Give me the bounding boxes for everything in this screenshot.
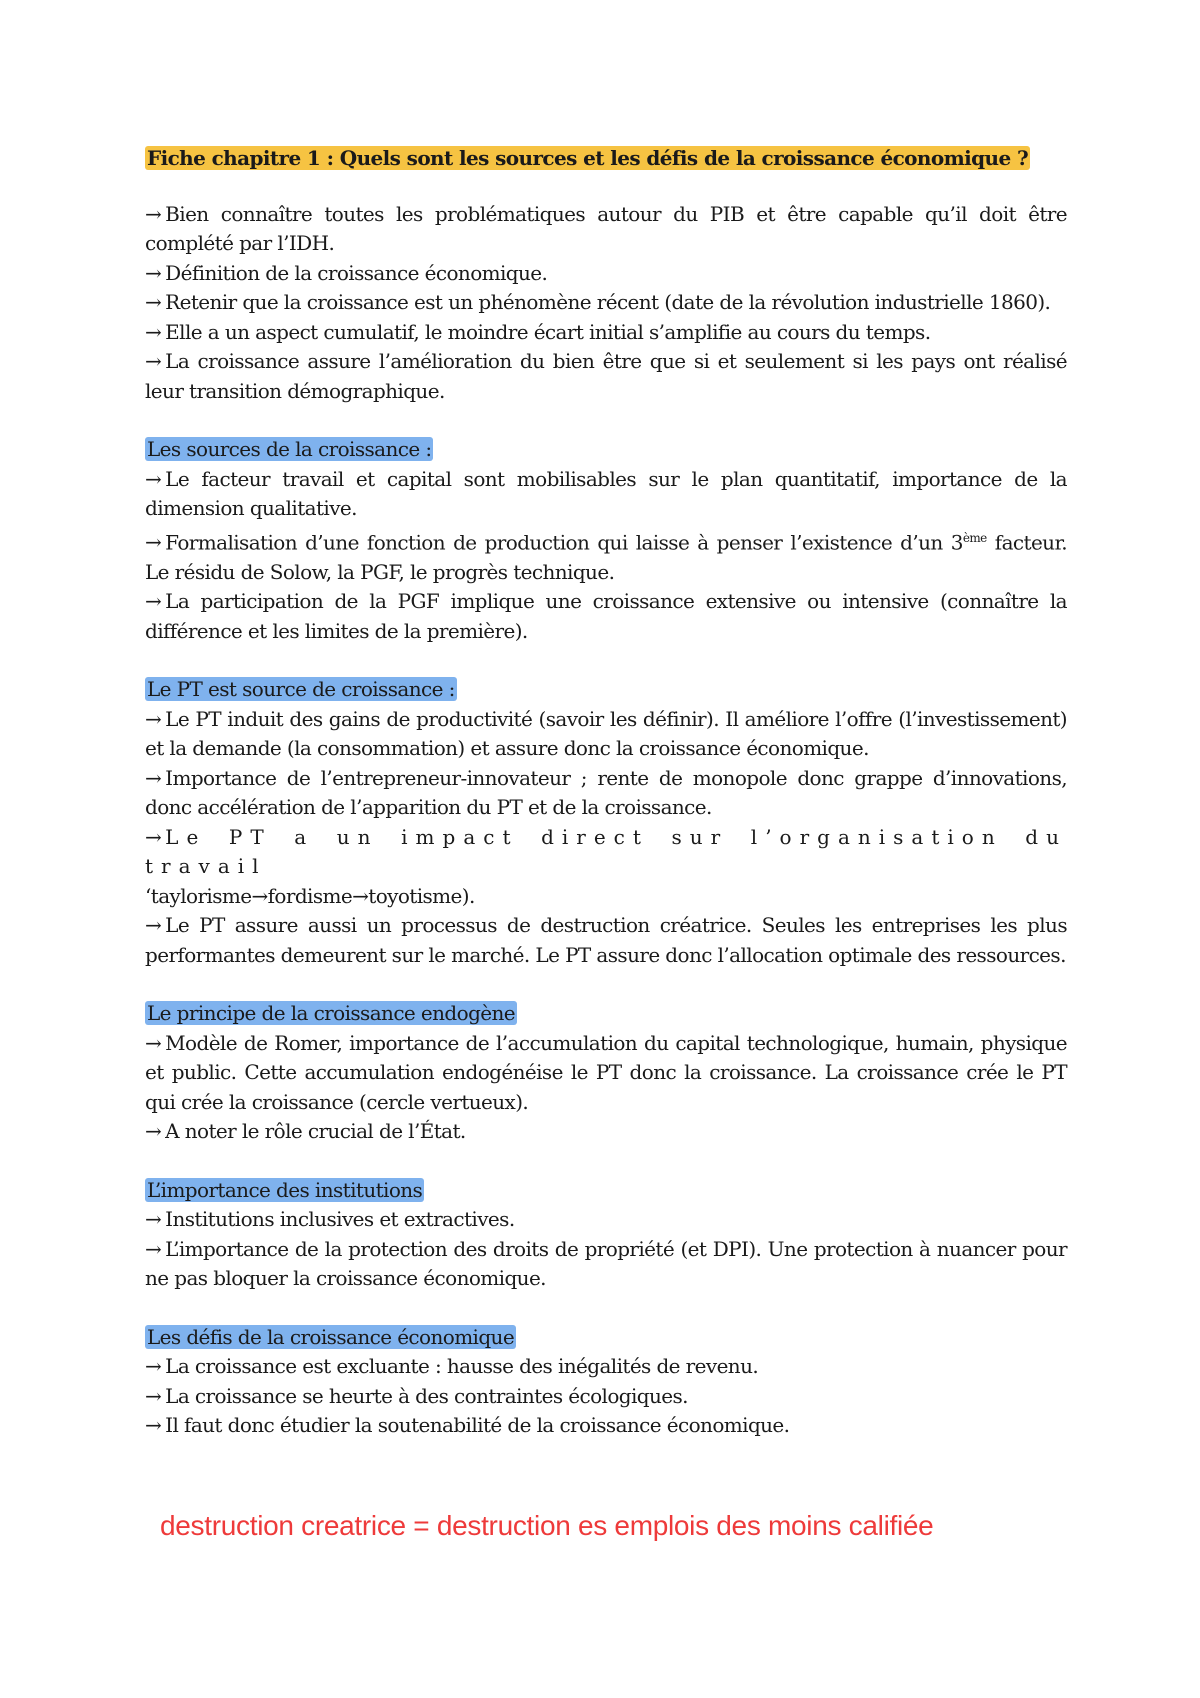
list-item <box>145 823 1067 882</box>
list-item <box>145 911 1067 970</box>
page-title: Fiche chapitre 1 : Quels sont les sources et les défis de la croissance économique ? <box>147 146 1029 170</box>
section-heading: Les sources de la croissance : <box>147 437 432 461</box>
section-endogene <box>145 999 1067 1147</box>
section-heading: Le principe de la croissance endogène <box>147 1001 516 1026</box>
list-item-text: Formalisation d’une fonction de production qui laisse à penser l’existence d’un 3 <box>165 530 963 555</box>
arrow-icon: → <box>145 1383 162 1408</box>
list-item <box>145 764 1067 823</box>
arrow-icon: → <box>145 260 162 285</box>
arrow-icon: → <box>145 319 162 344</box>
arrow-icon: → <box>145 349 162 373</box>
superscript: ème <box>962 530 987 545</box>
list-item <box>145 1235 1067 1294</box>
arrow-icon: → <box>145 530 162 555</box>
list-item-text: La croissance se heurte à des contraintes écologiques. <box>165 1383 688 1408</box>
list-item-text: A noter le rôle crucial de l’État. <box>165 1119 466 1144</box>
list-item-text: La croissance est excluante : hausse des inégalités de revenu. <box>165 1354 759 1379</box>
list-item <box>145 200 1067 259</box>
section-institutions <box>145 1176 1067 1294</box>
arrow-icon: → <box>145 589 162 614</box>
section-pt <box>145 675 1067 970</box>
list-item <box>145 705 1067 764</box>
list-item-text: Le PT a un impact direct sur l’organisation du travail <box>145 824 1067 879</box>
arrow-icon: → <box>145 1030 162 1055</box>
arrow-icon: → <box>145 765 162 790</box>
list-item <box>145 882 1067 912</box>
list-item <box>145 1352 1067 1382</box>
list-item-text: Le PT induit des gains de productivité (savoir les définir). Il améliore l’offre (l’investissement) et la demande (la consommation) et assure donc la croissance économique. <box>145 706 1067 761</box>
list-item-text: La croissance assure l’amélioration du bien être que si et seulement si les pays ont réalisé leur transition démographique. <box>145 349 1067 403</box>
list-item-text: Modèle de Romer, importance de l’accumulation du capital technologique, humain, physique et public. Cette accumulation endogénéise le PT donc la croissance. La croissance crée le PT qui crée la croissance (cercle vertueux). <box>145 1030 1067 1114</box>
list-item-text: Il faut donc étudier la soutenabilité de la croissance économique. <box>165 1413 790 1438</box>
arrow-icon: → <box>145 1413 162 1438</box>
list-item <box>145 259 1067 289</box>
list-item-text: Institutions inclusives et extractives. <box>165 1207 515 1232</box>
arrow-icon: → <box>145 1207 162 1232</box>
arrow-icon: → <box>145 1119 162 1144</box>
list-item-text: Définition de la croissance économique. <box>165 260 548 285</box>
arrow-icon: → <box>145 913 162 938</box>
list-item-text: La participation de la PGF implique une croissance extensive ou intensive (connaître la différence et les limites de la première). <box>145 589 1067 643</box>
list-item <box>145 1411 1067 1441</box>
list-item-text: Bien connaître toutes les problématiques autour du PIB et être capable qu’il doit être complété par l’IDH. <box>145 201 1067 255</box>
list-item <box>145 1205 1067 1235</box>
section-heading: L’importance des institutions <box>147 1177 423 1202</box>
list-item <box>145 1382 1067 1412</box>
arrow-icon: → <box>145 201 162 226</box>
title-line <box>145 144 1067 174</box>
intro-list <box>145 200 1067 407</box>
list-item-text: L’importance de la protection des droits de propriété (et DPI). Une protection à nuancer pour ne pas bloquer la croissance économique. <box>145 1236 1067 1291</box>
list-item <box>145 1117 1067 1147</box>
handwritten-annotation: destruction creatrice = destruction es emplois des moins califiée <box>160 1510 934 1541</box>
list-item <box>145 465 1067 524</box>
arrow-icon: → <box>145 1236 162 1261</box>
arrow-icon: → <box>145 290 162 314</box>
list-item-text: Elle a un aspect cumulatif, le moindre écart initial s’amplifie au cours du temps. <box>165 319 931 344</box>
list-item-text: Importance de l’entrepreneur-innovateur ; rente de monopole donc grappe d’innovations, donc accélération de l’apparition du PT et de la croissance. <box>145 765 1067 820</box>
list-item <box>145 1029 1067 1118</box>
list-item-text: ‘taylorisme→fordisme→toyotisme). <box>145 883 475 908</box>
section-heading: Les défis de la croissance économique <box>147 1324 515 1349</box>
list-item <box>145 288 1067 318</box>
list-item <box>145 587 1067 646</box>
list-item <box>145 318 1067 348</box>
section-sources <box>145 435 1067 646</box>
list-item <box>145 347 1067 406</box>
list-item-text: Le PT assure aussi un processus de destruction créatrice. Seules les entreprises les plus performantes demeurent sur le marché. Le PT assure donc l’allocation optimale des ressources. <box>145 913 1067 967</box>
list-item <box>145 524 1067 588</box>
list-item-text: Le facteur travail et capital sont mobilisables sur le plan quantitatif, importance de la dimension qualitative. <box>145 466 1067 520</box>
list-item-text: facteur. Le résidu de Solow, la PGF, le progrès technique. <box>145 530 1067 584</box>
document-page <box>145 144 1067 1441</box>
arrow-icon: → <box>145 824 162 849</box>
arrow-icon: → <box>145 466 162 491</box>
list-item-text: Retenir que la croissance est un phénomène récent (date de la révolution industrielle 1860). <box>165 290 1051 314</box>
section-heading: Le PT est source de croissance : <box>147 677 455 702</box>
arrow-icon: → <box>145 1354 162 1379</box>
section-defis <box>145 1323 1067 1441</box>
arrow-icon: → <box>145 706 162 731</box>
